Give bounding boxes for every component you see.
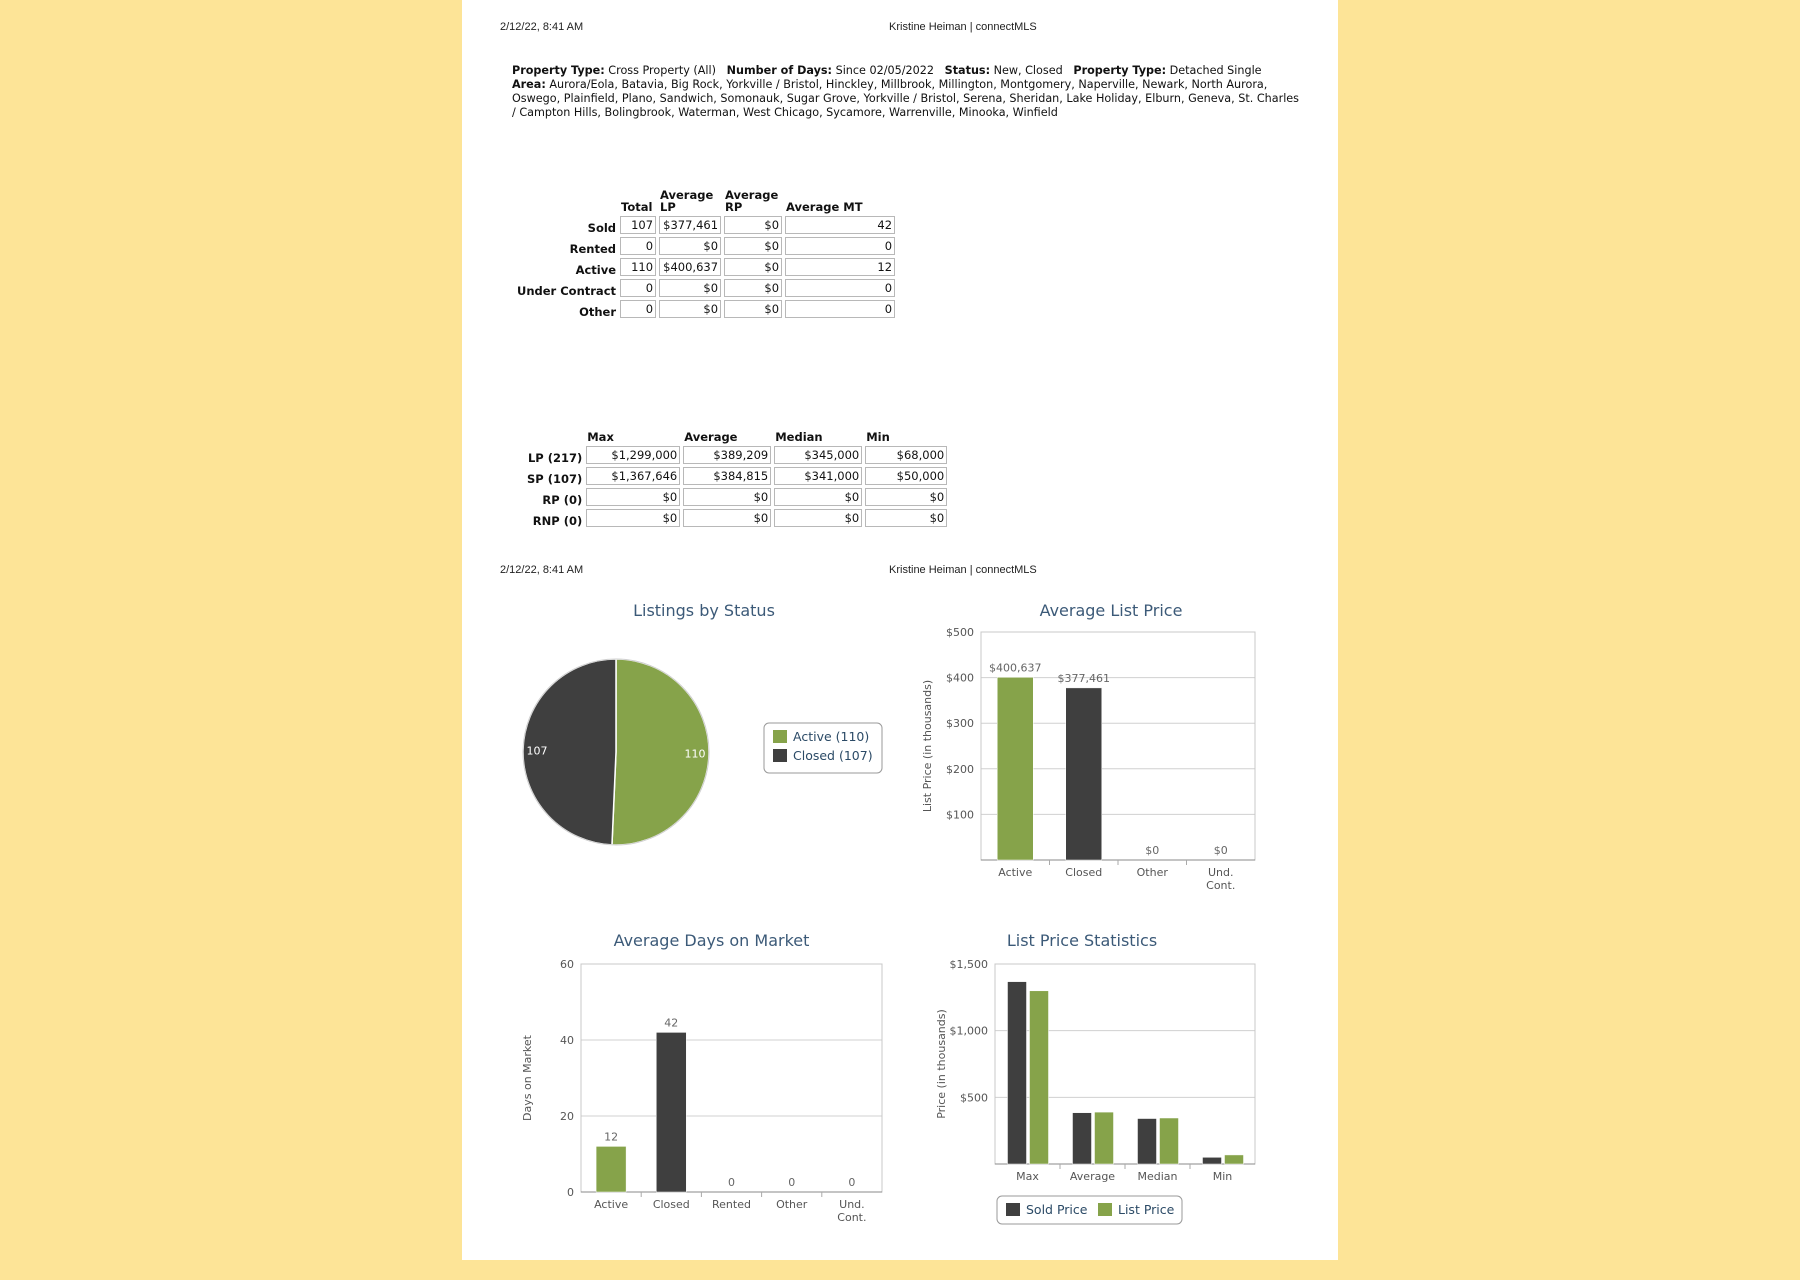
legend-swatch (1098, 1203, 1112, 1216)
data-label: $377,461 (1057, 671, 1110, 685)
data-label: 42 (664, 1016, 679, 1030)
y-tick-label: 60 (560, 958, 574, 971)
table-cell: $0 (724, 237, 782, 255)
row-label: RP (0) (542, 493, 583, 507)
legend-swatch (1006, 1203, 1020, 1216)
row-label: Sold (587, 221, 617, 235)
table-cell: $345,000 (774, 446, 862, 464)
x-tick-label: Cont. (837, 1211, 867, 1224)
table-cell: $0 (586, 488, 680, 506)
bar-list-price (1160, 1118, 1179, 1164)
y-tick-label: $1,500 (949, 958, 988, 971)
table-cell: $0 (683, 488, 771, 506)
criteria-label: Property Type: (512, 64, 605, 77)
bar (997, 677, 1033, 860)
x-tick-label: Average (1069, 1170, 1116, 1183)
table-cell: $0 (774, 488, 862, 506)
y-tick-label: $400 (946, 671, 974, 685)
table-row (516, 237, 895, 255)
data-label: 0 (788, 1176, 796, 1189)
table-cell: 0 (620, 237, 656, 255)
x-tick-label: Max (1016, 1170, 1039, 1183)
criteria-value: Cross Property (All) (604, 64, 727, 77)
price-summary-table (523, 428, 950, 530)
data-label: 12 (604, 1130, 619, 1144)
criteria-label: Number of Days: (726, 64, 833, 77)
bar (656, 1032, 686, 1192)
y-tick-label: $100 (946, 808, 974, 822)
table-cell: $0 (724, 279, 782, 297)
table-cell: 42 (785, 216, 895, 234)
bar (1066, 688, 1102, 860)
table-cell: $50,000 (865, 467, 947, 485)
table-cell: 107 (620, 216, 656, 234)
table-cell: $0 (865, 488, 947, 506)
data-label: $0 (1213, 844, 1228, 857)
table-cell: $384,815 (683, 467, 771, 485)
y-tick-label: $300 (946, 717, 974, 731)
table-cell: $0 (659, 237, 721, 255)
x-tick-label: Cont. (1206, 879, 1236, 892)
table-cell: $389,209 (683, 446, 771, 464)
y-tick-label: 40 (560, 1034, 574, 1047)
row-label: SP (107) (527, 472, 583, 486)
bar-list-price (1030, 991, 1049, 1164)
table-cell: 0 (620, 279, 656, 297)
row-label: Rented (569, 242, 617, 256)
legend-label: Sold Price (1026, 1202, 1088, 1217)
table-row (516, 300, 895, 318)
chart-title: Listings by Status (633, 601, 775, 620)
x-tick-label: Und. (1207, 866, 1234, 879)
table-cell: 110 (620, 258, 656, 276)
table-cell: 0 (785, 300, 895, 318)
column-header: Total (621, 200, 653, 214)
criteria-label: Property Type: (1073, 64, 1167, 77)
table-cell: $0 (659, 300, 721, 318)
table-row (516, 216, 895, 234)
bar-list-price (1225, 1155, 1244, 1164)
table-cell: 0 (785, 279, 895, 297)
criteria-value: Detached Single (1166, 64, 1269, 77)
y-tick-label: $500 (946, 626, 974, 639)
data-label: 0 (728, 1176, 735, 1189)
x-tick-label: Min (1212, 1170, 1233, 1183)
criteria-label: Area: (512, 78, 546, 91)
print-datetime-page2: 2/12/22, 8:41 AM (500, 564, 584, 576)
data-label: 0 (848, 1176, 856, 1189)
bar-sold-price (1203, 1157, 1222, 1164)
row-label: Other (579, 305, 617, 319)
y-axis-label: Price (in thousands) (935, 1009, 948, 1119)
search-criteria (512, 64, 1302, 120)
column-header: Median (775, 430, 823, 444)
y-tick-label: $1,000 (949, 1024, 988, 1038)
data-label: $0 (1145, 844, 1160, 857)
x-tick-label: Active (998, 866, 1033, 879)
print-title-page2: Kristine Heiman | connectMLS (889, 564, 1037, 576)
pie-slice-label: 107 (526, 744, 548, 758)
status-summary-table (513, 186, 898, 321)
table-cell: $341,000 (774, 467, 862, 485)
table-cell: $1,367,646 (586, 467, 680, 485)
x-tick-label: Rented (712, 1198, 751, 1211)
bar-sold-price (1138, 1119, 1157, 1164)
column-header: Average MT (786, 200, 863, 214)
table-cell: $1,299,000 (586, 446, 680, 464)
x-tick-label: Closed (1065, 866, 1103, 879)
table-cell: $68,000 (865, 446, 947, 464)
bar-sold-price (1008, 982, 1027, 1164)
table-cell: $0 (724, 258, 782, 276)
y-tick-label: $500 (960, 1091, 988, 1105)
x-tick-label: Other (776, 1198, 808, 1211)
legend-label: List Price (1118, 1202, 1175, 1217)
table-cell: $377,461 (659, 216, 721, 234)
bar-list-price (1095, 1112, 1114, 1164)
table-row (526, 467, 947, 485)
table-row (526, 446, 947, 464)
table-cell: $0 (586, 509, 680, 527)
table-row (516, 279, 895, 297)
table-cell: $0 (659, 279, 721, 297)
row-label: Active (575, 263, 617, 277)
column-header: Average RP (725, 188, 779, 214)
criteria-value: Since 02/05/2022 (832, 64, 945, 77)
table-row (526, 509, 947, 527)
y-tick-label: 20 (560, 1110, 574, 1123)
legend-swatch (773, 749, 787, 762)
criteria-value: New, Closed (990, 64, 1074, 77)
y-axis-label: List Price (in thousands) (921, 679, 934, 813)
pie-slice-label: 110 (684, 747, 706, 761)
legend-swatch (773, 730, 787, 743)
y-axis-label: Days on Market (521, 1035, 534, 1121)
x-tick-label: Closed (652, 1198, 690, 1211)
bar-sold-price (1073, 1113, 1092, 1164)
legend-label: Closed (107) (793, 748, 873, 763)
row-label: Under Contract (517, 284, 617, 298)
column-header: Average LP (660, 188, 714, 214)
chart-title: Average List Price (1039, 601, 1183, 620)
y-tick-label: $200 (946, 762, 974, 776)
table-cell: 12 (785, 258, 895, 276)
x-tick-label: Active (594, 1198, 629, 1211)
data-label: $400,637 (989, 661, 1042, 675)
bar (596, 1146, 626, 1192)
table-row (516, 258, 895, 276)
criteria-value: Aurora/Eola, Batavia, Big Rock, Yorkville / Bristol, Hinckley, Millbrook, Millington, Montgomery, Naperville, Newark, North Aurora, Oswego, Plainfield, Plano, Sandwich, Somonauk, Sugar Grove, Yorkville / Bristol, Serena, Sheridan, Lake Holiday, Elburn, Geneva, St. Charles / Campton Hills, Bolingbrook, Waterman, West Chicago, Sycamore, Warrenville, Minooka, Winfield (512, 78, 1300, 119)
print-title: Kristine Heiman | connectMLS (889, 21, 1037, 33)
row-label: RNP (0) (532, 514, 583, 528)
criteria-label: Status: (944, 64, 991, 77)
row-label: LP (217) (527, 451, 583, 465)
column-header: Average (684, 430, 738, 444)
legend-label: Active (110) (793, 729, 870, 744)
table-cell: $0 (683, 509, 771, 527)
table-cell: 0 (785, 237, 895, 255)
chart-title: Average Days on Market (613, 931, 810, 950)
table-cell: $0 (724, 216, 782, 234)
chart-title: List Price Statistics (1006, 931, 1158, 950)
charts-area (462, 580, 1338, 1280)
column-header: Max (587, 430, 614, 444)
table-cell: $400,637 (659, 258, 721, 276)
table-cell: $0 (724, 300, 782, 318)
report-page (462, 0, 1338, 1260)
x-tick-label: Other (1136, 866, 1168, 879)
table-cell: 0 (620, 300, 656, 318)
table-cell: $0 (865, 509, 947, 527)
x-tick-label: Median (1137, 1170, 1178, 1183)
table-cell: $0 (774, 509, 862, 527)
column-header: Min (866, 430, 890, 444)
y-tick-label: 0 (567, 1186, 574, 1199)
x-tick-label: Und. (839, 1198, 865, 1211)
print-datetime: 2/12/22, 8:41 AM (500, 21, 584, 33)
table-row (526, 488, 947, 506)
